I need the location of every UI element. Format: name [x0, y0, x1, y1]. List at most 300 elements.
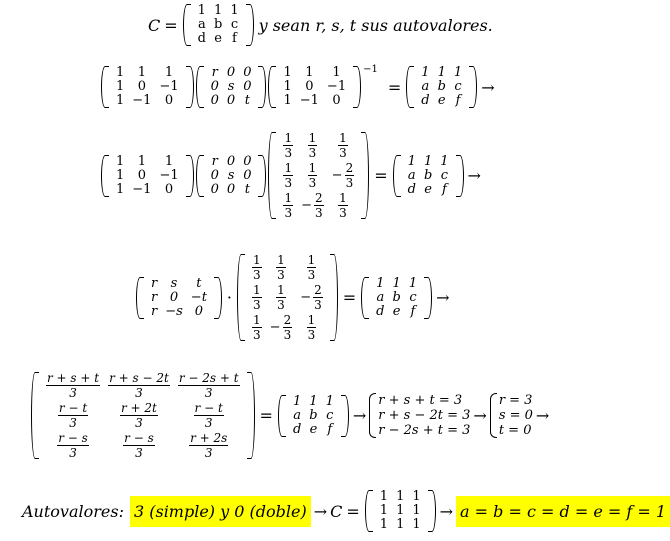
minus-sign: −: [269, 319, 281, 335]
matrix-cell: 1: [116, 153, 125, 169]
matrix-cell: f: [232, 31, 237, 46]
equation: t = 0: [498, 423, 532, 438]
matrix-d: [196, 66, 267, 108]
left-paren: [365, 490, 373, 532]
matrix-cell: 1: [283, 93, 292, 108]
matrix-cell: [296, 314, 327, 341]
matrix-cell: [296, 284, 327, 311]
numerator: r − t: [58, 401, 88, 415]
matrix-cell: r: [211, 65, 218, 80]
fraction: [194, 402, 224, 429]
matrix-pd: [136, 277, 222, 319]
matrix-cell: 1: [164, 153, 174, 169]
matrix-cell: 1: [283, 79, 292, 94]
solution-brace: [490, 393, 497, 438]
matrix-cell: f: [410, 303, 416, 319]
eigenvalues-highlight: 3 (simple) y 0 (doble): [130, 496, 311, 527]
matrix-cell: e: [424, 181, 432, 197]
line-6-conclusion: [22, 490, 670, 532]
denominator: 3: [283, 328, 292, 342]
left-paren: [196, 66, 204, 108]
dot-operator: ·: [226, 288, 233, 307]
matrix-cell: [297, 162, 328, 189]
matrix-cell: f: [455, 93, 461, 108]
equation: r + s − 2t = 3: [378, 408, 471, 423]
denominator: 3: [307, 268, 316, 282]
equation: r = 3: [498, 393, 533, 408]
matrix-cell: 1: [292, 393, 302, 409]
right-paren: [424, 277, 432, 319]
left-paren: [406, 66, 414, 108]
matrix-cell: 1: [116, 65, 125, 80]
matrix-cell: [266, 284, 297, 311]
implies-arrow: →: [473, 406, 487, 425]
matrix-cell: [266, 314, 297, 341]
numerator: 1: [284, 131, 293, 145]
matrix-c: [406, 66, 477, 108]
numerator: r − s: [58, 431, 88, 445]
right-paren: [469, 66, 477, 108]
right-paren: [258, 66, 266, 108]
matrix-cell: 1: [423, 153, 433, 169]
left-paren: [237, 254, 245, 341]
fraction: [108, 372, 170, 399]
matrix-cell: e: [214, 31, 222, 46]
left-paren: [101, 66, 109, 108]
matrix-cell: 1: [116, 167, 125, 183]
matrix-cell: 0: [164, 181, 174, 197]
equation: s = 0: [498, 408, 533, 423]
matrix-c: [393, 155, 464, 197]
numerator: r − s: [124, 431, 154, 445]
fraction: [307, 314, 317, 341]
matrix-cell: a: [197, 17, 206, 32]
denominator: 3: [284, 206, 293, 220]
matrix-d: [196, 155, 267, 197]
denominator: 3: [204, 386, 213, 400]
matrix-p-inverse-base: [268, 66, 361, 108]
matrix-cell: a: [407, 167, 416, 183]
equation-system: [369, 393, 470, 438]
matrix-result: [31, 372, 255, 459]
denominator: 3: [308, 176, 317, 190]
solution-values: [499, 393, 533, 438]
numerator: 1: [284, 161, 293, 175]
numerator: 2: [283, 313, 292, 327]
matrix-cell: 0: [332, 93, 341, 108]
numerator: 1: [308, 161, 317, 175]
left-paren: [196, 155, 204, 197]
system-brace: [369, 393, 376, 438]
right-paren: [246, 4, 254, 46]
fraction: [276, 284, 286, 311]
fraction: [46, 372, 100, 399]
matrix-cell: [297, 192, 328, 219]
fraction: [283, 192, 293, 219]
numerator: r − 2s + t: [178, 371, 239, 385]
right-paren: [247, 372, 255, 459]
right-paren: [186, 155, 194, 197]
matrix-cell: [42, 402, 104, 429]
matrix-cell: 1: [332, 65, 341, 80]
equals-sign: =: [374, 166, 388, 185]
fraction: [313, 284, 323, 311]
matrix-cell: 1: [230, 3, 239, 18]
denominator: 3: [253, 328, 261, 342]
right-paren: [258, 155, 266, 197]
matrix-cell: 1: [379, 517, 389, 532]
matrix-cell: 1: [379, 503, 389, 518]
matrix-p-inverse: [268, 132, 369, 219]
matrix-cell: [104, 402, 174, 429]
inverse-exponent: −1: [363, 64, 378, 75]
matrix-cell: 1: [421, 65, 430, 80]
matrix-cell: 1: [197, 3, 206, 18]
matrix-cell: 1: [392, 275, 401, 291]
matrix-cell: [279, 132, 297, 159]
fraction: [189, 432, 228, 459]
fraction: [307, 254, 317, 281]
matrix-c: [278, 395, 349, 437]
matrix-cell: 0: [243, 65, 252, 80]
right-paren: [456, 155, 464, 197]
right-paren: [214, 277, 222, 319]
left-paren: [31, 372, 39, 459]
left-paren: [278, 395, 286, 437]
denominator: 3: [284, 146, 293, 160]
equals-sign: =: [259, 406, 273, 425]
denominator: 3: [277, 298, 285, 312]
matrix-cell: 1: [214, 3, 223, 18]
matrix-cell: −1: [159, 79, 179, 94]
fraction: [283, 162, 293, 189]
matrix-cell: [279, 162, 297, 189]
matrix-cell: c: [409, 289, 417, 305]
numerator: 1: [339, 191, 347, 205]
matrix-cell: −1: [159, 167, 179, 183]
right-paren: [353, 66, 361, 108]
matrix-cell: 0: [169, 289, 179, 305]
matrix-cell: 1: [283, 65, 292, 80]
matrix-cell: f: [327, 421, 333, 437]
autovalores-label: Autovalores:: [22, 501, 124, 521]
matrix-cell: t: [196, 275, 202, 291]
matrix-cell: 1: [396, 489, 405, 504]
matrix-cell: −1: [132, 93, 152, 108]
numerator: r + 2t: [121, 401, 157, 415]
right-paren: [428, 490, 436, 532]
matrix-cell: −s: [165, 303, 183, 319]
conclusion-highlight: a = b = c = d = e = f = 1: [456, 496, 670, 527]
matrix-cell: 1: [453, 65, 463, 80]
fraction: [338, 132, 348, 159]
numerator: 2: [315, 191, 323, 205]
left-paren: [183, 4, 191, 46]
matrix-cell: [266, 254, 297, 281]
numerator: r + 2s: [190, 431, 228, 445]
right-paren: [341, 395, 349, 437]
matrix-cell: d: [292, 421, 302, 437]
fraction: [308, 132, 318, 159]
matrix-cell: −1: [132, 181, 152, 197]
denominator: 3: [135, 416, 143, 430]
matrix-cell: d: [376, 303, 385, 319]
equals-sign: =: [342, 288, 357, 307]
denominator: 3: [204, 446, 213, 460]
matrix-cell: [328, 192, 359, 219]
denominator: 3: [135, 386, 143, 400]
matrix-p: [101, 155, 194, 197]
denominator: 3: [314, 298, 322, 312]
right-paren: [186, 66, 194, 108]
matrix-cell: 1: [137, 153, 146, 169]
matrix-cell: [42, 432, 104, 459]
c-label: C: [330, 501, 343, 521]
line-1-definition: [148, 4, 493, 46]
matrix-cell: 0: [226, 153, 236, 169]
matrix-cell: e: [392, 303, 401, 319]
matrix-cell: t: [244, 181, 250, 197]
right-paren: [330, 254, 338, 341]
denominator: 3: [307, 328, 316, 342]
matrix-cell: 0: [210, 181, 219, 197]
denominator: 3: [277, 268, 285, 282]
fraction: [120, 402, 158, 429]
fraction: [178, 372, 240, 399]
equation: r − 2s + t = 3: [378, 423, 471, 438]
implies-arrow: →: [352, 406, 367, 425]
line-2-diagonalization: [100, 66, 498, 108]
matrix-c-result: [365, 490, 436, 532]
numerator: 1: [307, 253, 316, 267]
matrix-cell: a: [376, 289, 385, 305]
implies-arrow: →: [481, 77, 495, 97]
matrix-cell: 1: [164, 65, 174, 80]
matrix-cell: −1: [299, 93, 319, 108]
matrix-c: [361, 277, 432, 319]
matrix-cell: 0: [305, 79, 314, 94]
matrix-cell: 1: [116, 181, 125, 197]
matrix-cell: d: [197, 31, 206, 46]
matrix-cell: 0: [243, 79, 252, 94]
matrix-cell: d: [421, 93, 430, 108]
matrix-cell: c: [326, 407, 334, 423]
matrix-cell: f: [442, 181, 447, 197]
numerator: 1: [308, 131, 317, 145]
numerator: 1: [253, 283, 261, 297]
matrix-cell: c: [440, 167, 449, 183]
implies-arrow: →: [439, 501, 454, 521]
fraction: [283, 314, 293, 341]
matrix-cell: [297, 132, 328, 159]
equation: r + s + t = 3: [378, 393, 463, 408]
matrix-cell: 1: [396, 517, 405, 532]
numerator: 1: [277, 253, 285, 267]
matrix-cell: 1: [305, 65, 314, 80]
matrix-cell: 0: [210, 167, 219, 183]
matrix-cell: 0: [226, 181, 236, 197]
matrix-cell: 0: [226, 65, 236, 80]
matrix-cell: a: [293, 407, 301, 423]
matrix-cell: b: [437, 79, 446, 94]
left-paren: [268, 66, 276, 108]
line-4-product: [135, 254, 453, 341]
denominator: 3: [339, 146, 347, 160]
denominator: 3: [69, 446, 77, 460]
fraction: [276, 254, 286, 281]
matrix-cell: 0: [137, 79, 146, 94]
matrix-cell: b: [309, 407, 318, 423]
left-paren: [101, 155, 109, 197]
matrix-cell: 0: [210, 93, 219, 108]
matrix-cell: 1: [396, 503, 405, 518]
implies-arrow: →: [535, 406, 550, 425]
matrix-cell: [248, 314, 266, 341]
denominator: 3: [69, 386, 77, 400]
matrix-cell: 1: [412, 503, 421, 518]
matrix-cell: s: [227, 167, 235, 183]
matrix-cell: 0: [164, 93, 174, 108]
denominator: 3: [284, 176, 293, 190]
denominator: 3: [315, 206, 323, 220]
matrix-cell: r: [151, 303, 158, 319]
fraction: [57, 432, 89, 459]
system-equations: [378, 393, 470, 438]
matrix-cell: [248, 284, 266, 311]
matrix-cell: 0: [226, 93, 236, 108]
matrix-cell: [328, 162, 359, 189]
denominator: 3: [253, 298, 261, 312]
fraction: [252, 254, 262, 281]
left-paren: [268, 132, 276, 219]
matrix-cell: [104, 372, 174, 399]
implies-arrow: →: [436, 288, 450, 307]
minus-sign: −: [300, 289, 312, 305]
matrix-cell: 1: [437, 65, 446, 80]
fraction: [338, 192, 348, 219]
numerator: 1: [339, 131, 347, 145]
matrix-cell: b: [213, 17, 223, 32]
numerator: r + s + t: [47, 371, 100, 385]
fraction: [345, 162, 355, 189]
matrix-cell: 1: [137, 65, 146, 80]
numerator: 2: [345, 161, 354, 175]
fraction: [252, 284, 262, 311]
matrix-cell: 0: [210, 79, 219, 94]
solution-system: [490, 393, 533, 438]
left-paren: [393, 155, 401, 197]
matrix-cell: 1: [412, 489, 421, 504]
fraction: [308, 162, 318, 189]
line-3-with-inverse: [100, 132, 484, 219]
fraction: [58, 402, 88, 429]
numerator: 1: [253, 313, 261, 327]
minus-sign: −: [301, 197, 313, 213]
denominator: 3: [204, 416, 213, 430]
matrix-cell: 0: [243, 167, 252, 183]
matrix-cell: [296, 254, 327, 281]
matrix-cell: 0: [137, 167, 146, 183]
equals-sign: =: [346, 501, 360, 521]
matrix-cell: [174, 372, 244, 399]
matrix-cell: [279, 192, 297, 219]
equals-sign: =: [387, 77, 402, 97]
right-paren: [361, 132, 369, 219]
implies-arrow: →: [313, 501, 328, 521]
matrix-cell: 1: [309, 393, 318, 409]
left-paren: [361, 277, 369, 319]
numerator: 1: [253, 253, 261, 267]
matrix-cell: 1: [408, 275, 418, 291]
matrix-cell: c: [454, 79, 462, 94]
matrix-cell: [42, 372, 104, 399]
matrix-cell: [248, 254, 266, 281]
matrix-cell: 1: [412, 517, 421, 532]
matrix-cell: r: [151, 275, 158, 291]
matrix-cell: t: [244, 93, 250, 108]
matrix-cell: r: [151, 289, 158, 305]
matrix-cell: 1: [376, 275, 385, 291]
matrix-cell: [104, 432, 174, 459]
matrix-cell: 0: [243, 153, 252, 169]
numerator: r − t: [194, 401, 223, 415]
matrix-p: [101, 66, 194, 108]
line-5-result-and-system: [30, 372, 552, 459]
matrix-c: [183, 4, 254, 46]
fraction: [283, 132, 293, 159]
matrix-cell: s: [227, 79, 235, 94]
denominator: 3: [345, 176, 354, 190]
matrix-cell: s: [170, 275, 178, 291]
equals-sign: =: [164, 15, 178, 35]
denominator: 3: [339, 206, 347, 220]
matrix-cell: a: [421, 79, 430, 94]
matrix-cell: 0: [194, 303, 203, 319]
matrix-cell: 1: [116, 79, 125, 94]
matrix-cell: e: [437, 93, 446, 108]
fraction: [123, 432, 155, 459]
matrix-cell: d: [407, 181, 416, 197]
fraction: [252, 314, 262, 341]
matrix-cell: [328, 132, 359, 159]
matrix-cell: e: [309, 421, 318, 437]
matrix-cell: [174, 402, 244, 429]
matrix-cell: −t: [190, 289, 207, 305]
left-paren: [136, 277, 144, 319]
denominator: 3: [135, 446, 143, 460]
numerator: 2: [314, 283, 322, 297]
implies-arrow: →: [467, 166, 481, 185]
matrix-cell: 1: [407, 153, 416, 169]
matrix-cell: −1: [326, 79, 347, 94]
matrix-cell: 1: [325, 393, 334, 409]
c-label: C: [148, 15, 161, 35]
matrix-cell: b: [423, 167, 433, 183]
numerator: r + s − 2t: [109, 371, 169, 385]
denominator: 3: [308, 146, 317, 160]
denominator: 3: [69, 416, 77, 430]
numerator: 1: [277, 283, 285, 297]
matrix-cell: [174, 432, 244, 459]
matrix-cell: 1: [440, 153, 449, 169]
minus-sign: −: [331, 167, 343, 183]
matrix-cell: 1: [116, 93, 125, 108]
denominator: 3: [253, 268, 261, 282]
matrix-cell: 1: [379, 489, 389, 504]
numerator: 1: [284, 191, 293, 205]
fraction: [314, 192, 324, 219]
numerator: 1: [307, 313, 316, 327]
